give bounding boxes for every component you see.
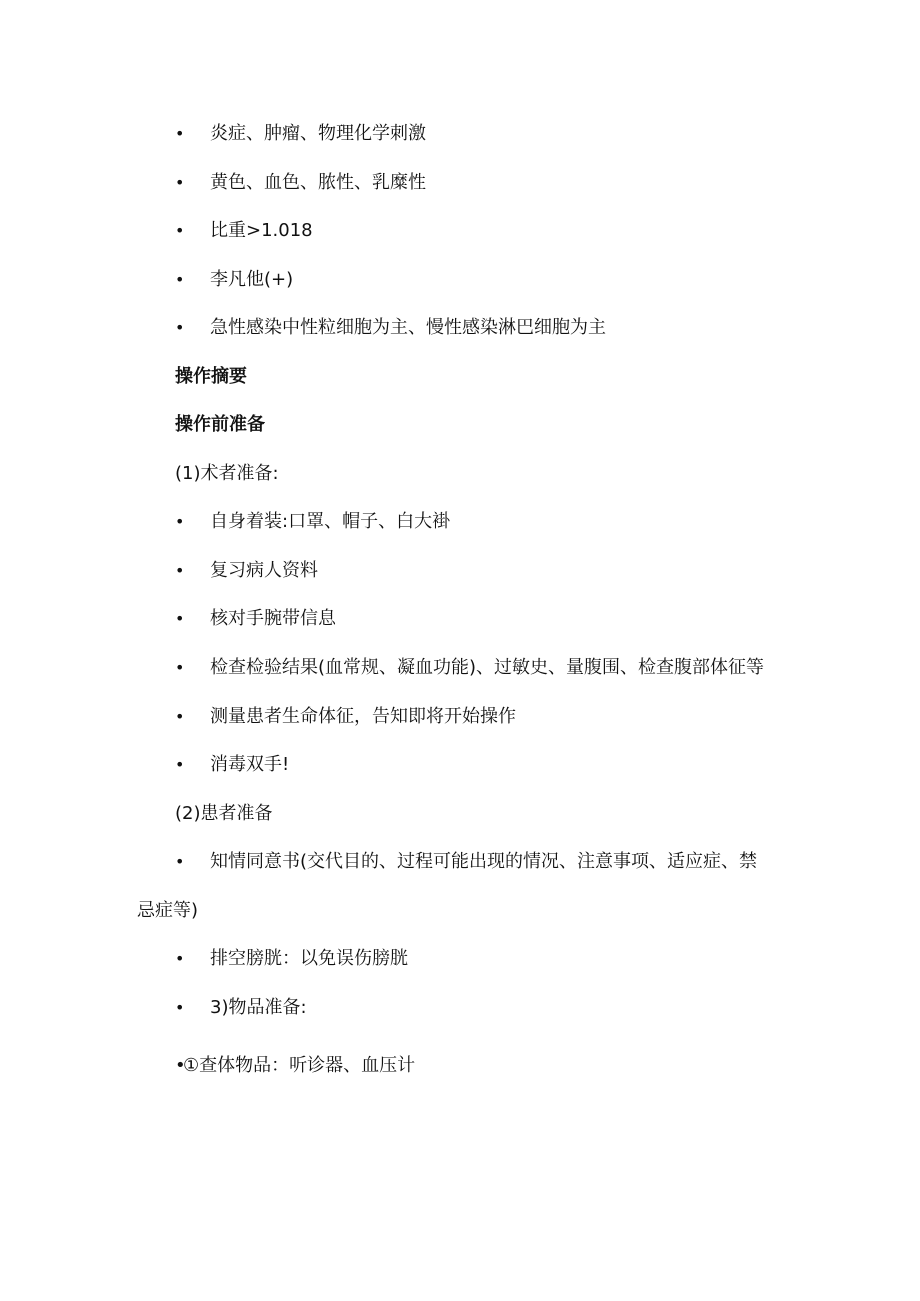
bullet-icon: • <box>175 173 185 192</box>
list-item-continuation-text: 忌症等) <box>137 900 199 921</box>
list-item-text: 比重>1.018 <box>210 220 313 241</box>
list-item-text: 复习病人资料 <box>210 560 318 581</box>
bullet-icon: • <box>175 852 185 871</box>
list-item-text: 排空膀胱：以免误伤膀胱 <box>210 948 408 969</box>
bullet-icon: • <box>175 561 185 580</box>
bullet-icon: • <box>175 658 185 677</box>
summary-heading-text: 操作摘要 <box>175 366 247 387</box>
bullet-icon: • <box>175 755 185 774</box>
bullet-icon: • <box>175 609 185 628</box>
patient-prep-label-text: (2)患者准备 <box>175 803 273 824</box>
list-item-text: ①查体物品：听诊器、血压计 <box>183 1055 416 1076</box>
prep-heading-text: 操作前准备 <box>175 414 265 435</box>
bullet-icon: • <box>175 707 185 726</box>
bullet-icon: • <box>175 998 185 1017</box>
list-item-text: 急性感染中性粒细胞为主、慢性感染淋巴细胞为主 <box>210 317 606 338</box>
list-item-text: 检查检验结果(血常规、凝血功能)、过敏史、量腹围、检查腹部体征等 <box>210 657 765 678</box>
list-item-text: 黄色、血色、脓性、乳糜性 <box>210 172 426 193</box>
bullet-icon: • <box>175 318 185 337</box>
list-item-text: 测量患者生命体征，告知即将开始操作 <box>210 706 516 727</box>
bullet-icon: • <box>175 949 185 968</box>
list-item-text: 自身着装:口罩、帽子、白大褂 <box>210 511 451 532</box>
list-item-text: 消毒双手! <box>210 754 290 775</box>
list-item-text: 知情同意书(交代目的、过程可能出现的情况、注意事项、适应症、禁 <box>210 851 758 872</box>
list-item-text: 李凡他(+) <box>210 269 294 290</box>
list-item-text: 核对手腕带信息 <box>210 608 336 629</box>
bullet-icon: • <box>175 512 185 531</box>
bullet-icon: • <box>175 221 185 240</box>
bullet-icon: • <box>175 270 185 289</box>
list-item-text: 炎症、肿瘤、物理化学刺激 <box>210 123 426 144</box>
bullet-icon: • <box>175 124 185 143</box>
operator-prep-label-text: (1)术者准备: <box>175 463 279 484</box>
list-item-text: 3)物品准备: <box>210 997 307 1018</box>
bullet-icon: • <box>175 1055 186 1076</box>
